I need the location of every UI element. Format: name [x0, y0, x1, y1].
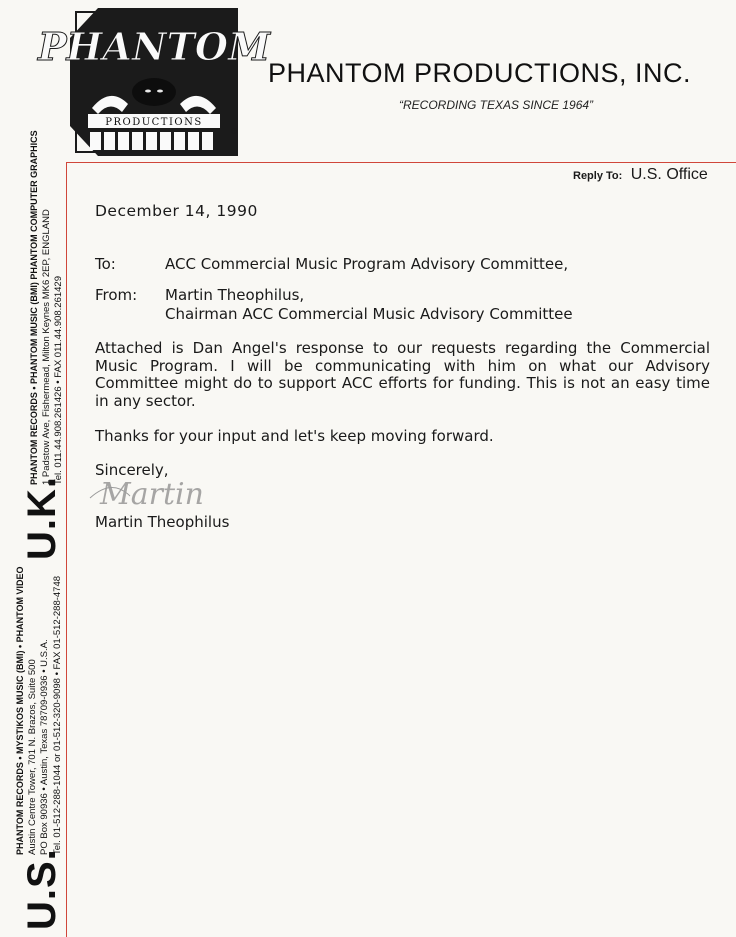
reply-label: Reply To: [573, 170, 623, 182]
from-title: Chairman ACC Commercial Music Advisory Committee [165, 305, 573, 323]
letter-date: December 14, 1990 [95, 202, 258, 220]
uk-country-label: U.K. [20, 476, 64, 560]
us-line-1: PHANTOM RECORDS • MYSTIKOS MUSIC (BMI) • PHANTOM VIDEO [15, 566, 25, 855]
reply-to [573, 166, 708, 184]
us-line-3: PO Box 90936 • Austin, Texas 78709-0936 • U.S.A. [39, 639, 51, 855]
reply-value: U.S. Office [630, 166, 708, 183]
handwritten-signature [82, 468, 212, 518]
red-rule-vertical [66, 162, 67, 937]
uk-line-1: PHANTOM RECORDS • PHANTOM MUSIC (BMI) PHANTOM COMPUTER GRAPHICS [29, 130, 39, 485]
company-tagline: “RECORDING TEXAS SINCE 1964” [399, 98, 594, 112]
company-name: PHANTOM PRODUCTIONS, INC. [268, 58, 692, 88]
signature-script: Martin [100, 477, 204, 512]
to-line [95, 255, 568, 273]
letter-closing: Sincerely, [95, 461, 169, 479]
us-country-label: U.S. [20, 848, 64, 930]
to-label: To: [95, 255, 116, 273]
logo-subword: PRODUCTIONS [105, 117, 203, 128]
registered-mark: ® [230, 127, 238, 136]
signer-name: Martin Theophilus [95, 513, 230, 531]
uk-line-2: 1 Padstow Ave, Fishermead, Milton Keynes MK6 2EP, ENGLAND [40, 209, 52, 485]
from-value: Martin Theophilus, [165, 286, 305, 304]
uk-line-3: Tel. 011.44.908.261426 • FAX 011.44.908.261429 [53, 276, 65, 485]
uk-address-block [28, 130, 66, 485]
to-value: ACC Commercial Music Program Advisory Committee, [165, 255, 569, 273]
letter-body: Attached is Dan Angel's response to our requests regarding the Commercial Music Program. I will be communicating with him on what our Advisory Committee might do to support ACC efforts for funding. This is not an easy time in any sector. [95, 339, 710, 410]
from-line [95, 286, 304, 304]
us-address-block [14, 567, 64, 855]
from-label: From: [95, 286, 138, 304]
phantom-logo [37, 8, 271, 160]
us-line-2: Austin Centre Tower, 701 N. Brazos, Suite 500 [26, 659, 38, 855]
letter-thanks: Thanks for your input and let's keep moving forward. [95, 427, 494, 445]
us-line-4: Tel. 01-512-288-1044 or 01-512-320-9098 • FAX 01-512-288-4748 [51, 575, 63, 855]
red-rule-horizontal [66, 162, 736, 163]
logo-wordmark: PHANTOM [37, 24, 271, 69]
